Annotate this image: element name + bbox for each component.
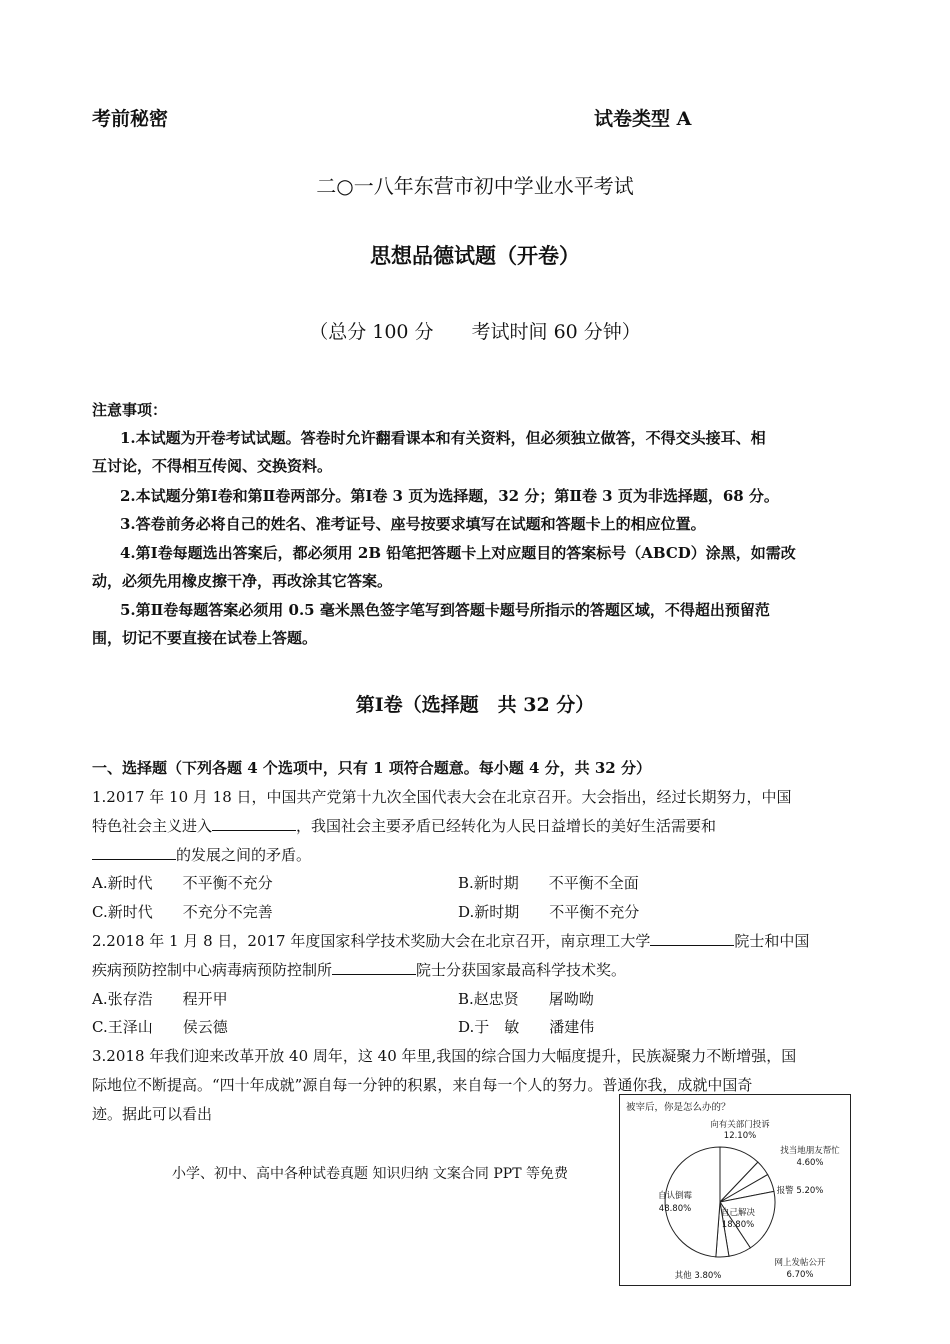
q1-stem-line2 [92,815,716,836]
section-instructions: 一、选择题（下列各题 4 个选项中，只有 1 项符合题意。每小题 4 分，共 32 分） [92,759,651,777]
slice-label: 向有关部门投诉 [710,1120,770,1130]
q1-option-b: B.新时期 不平衡不全面 [458,874,639,892]
slice-value-label: 48.80% [658,1204,692,1214]
note-line: 互讨论，不得相互传阅、交换资料。 [92,457,333,475]
slice-label: 报警 5.20% [776,1186,824,1196]
q1-option-c: C.新时代 不充分不完善 [92,903,273,921]
q2-text: 院士和中国 [734,932,810,950]
slice-value-label: 18.80% [721,1220,755,1230]
notes-heading: 注意事项： [92,401,168,419]
answer-blank [650,931,734,946]
note-line: 3.答卷前务必将自己的姓名、准考证号、座号按要求填写在试题和答题卡上的相应位置。 [120,515,706,533]
note-line: 1.本试题为开卷考试试题。答卷时允许翻看课本和有关资料，但必须独立做答，不得交头接耳、相 [120,429,766,447]
slice-label: 网上发帖公开 [774,1258,826,1268]
answer-blank [212,816,296,831]
q2-stem-line1 [92,930,809,951]
section-title: 第Ⅰ卷（选择题 共 32 分） [355,694,595,716]
pie-slice [665,1147,720,1257]
answer-blank [92,845,176,860]
q2-option-d: D.于 敏 潘建伟 [458,1018,595,1036]
subject-title: 思想品德试题（开卷） [370,243,580,268]
slice-label: 找当地朋友帮忙 [780,1146,840,1156]
q1-text: 特色社会主义进入 [92,817,213,835]
chart-title: 被宰后，你是怎么办的？ [626,1102,731,1113]
slice-value-label: 12.10% [723,1131,757,1141]
q1-option-d: D.新时期 不平衡不充分 [458,903,640,921]
note-line: 4.第Ⅰ卷每题选出答案后，都必须用 2B 铅笔把答题卡上对应题目的答案标号（ABCD）涂黑，如需改 [120,544,796,562]
note-line: 5.第Ⅱ卷每题答案必须用 0.5 毫米黑色签字笔写到答题卡题号所指示的答题区域，不得超出预留范 [120,601,770,619]
slice-label: 自己解决 [720,1208,756,1218]
slice-label: 自认倒霉 [657,1191,693,1201]
q2-stem-line2 [92,959,626,980]
q3-stem-line2: 际地位不断提高。“四十年成就”源自每一分钟的积累，来自每一个人的努力。普通你我，成就中国奇 [92,1076,753,1094]
slice-value-label: 4.60% [796,1158,824,1168]
q3-stem-line1: 3.2018 年我们迎来改革开放 40 周年，这 40 年里,我国的综合国力大幅度提升，民族凝聚力不断增强，国 [92,1047,797,1065]
note-line: 围，切记不要直接在试卷上答题。 [92,629,318,647]
note-line: 动，必须先用橡皮擦干净，再改涂其它答案。 [92,572,393,590]
footer-promo-text: 小学、初中、高中各种试卷真题 知识归纳 文案合同 PPT 等免费 [172,1166,568,1182]
q1-stem-line3 [92,844,311,865]
q2-option-a: A.张存浩 程开甲 [92,990,228,1008]
slice-label: 其他 3.80% [674,1271,722,1281]
confidential-label: 考前秘密 [92,108,169,130]
q2-option-c: C.王泽山 侯云德 [92,1018,228,1036]
q2-text: 疾病预防控制中心病毒病预防控制所 [92,961,333,979]
exam-title: 二○一八年东营市初中学业水平考试 [316,174,634,198]
answer-blank [332,960,416,975]
q1-text: 的发展之间的矛盾。 [176,846,312,864]
q1-stem-line1: 1.2017 年 10 月 18 日，中国共产党第十九次全国代表大会在北京召开。大会指出，经过长期努力，中国 [92,788,792,806]
q2-text: 院士分获国家最高科学技术奖。 [416,961,627,979]
slice-value-label: 6.70% [786,1270,814,1280]
score-time-info: （总分 100 分 考试时间 60 分钟） [309,321,641,343]
q2-text: 2.2018 年 1 月 8 日，2017 年度国家科学技术奖励大会在北京召开，南京理工大学 [92,932,651,950]
q3-stem-line3: 迹。据此可以看出 [92,1105,213,1123]
pie-chart [620,1095,850,1285]
pie-chart-box [619,1094,851,1286]
paper-type-label: 试卷类型 A [594,108,692,130]
q1-text: ，我国社会主要矛盾已经转化为人民日益增长的美好生活需要和 [296,817,717,835]
q2-option-b: B.赵忠贤 屠呦呦 [458,990,594,1008]
q1-option-a: A.新时代 不平衡不充分 [92,874,273,892]
note-line: 2.本试题分第Ⅰ卷和第Ⅱ卷两部分。第Ⅰ卷 3 页为选择题，32 分；第Ⅱ卷 3 页为非选择题，68 分。 [120,487,779,505]
